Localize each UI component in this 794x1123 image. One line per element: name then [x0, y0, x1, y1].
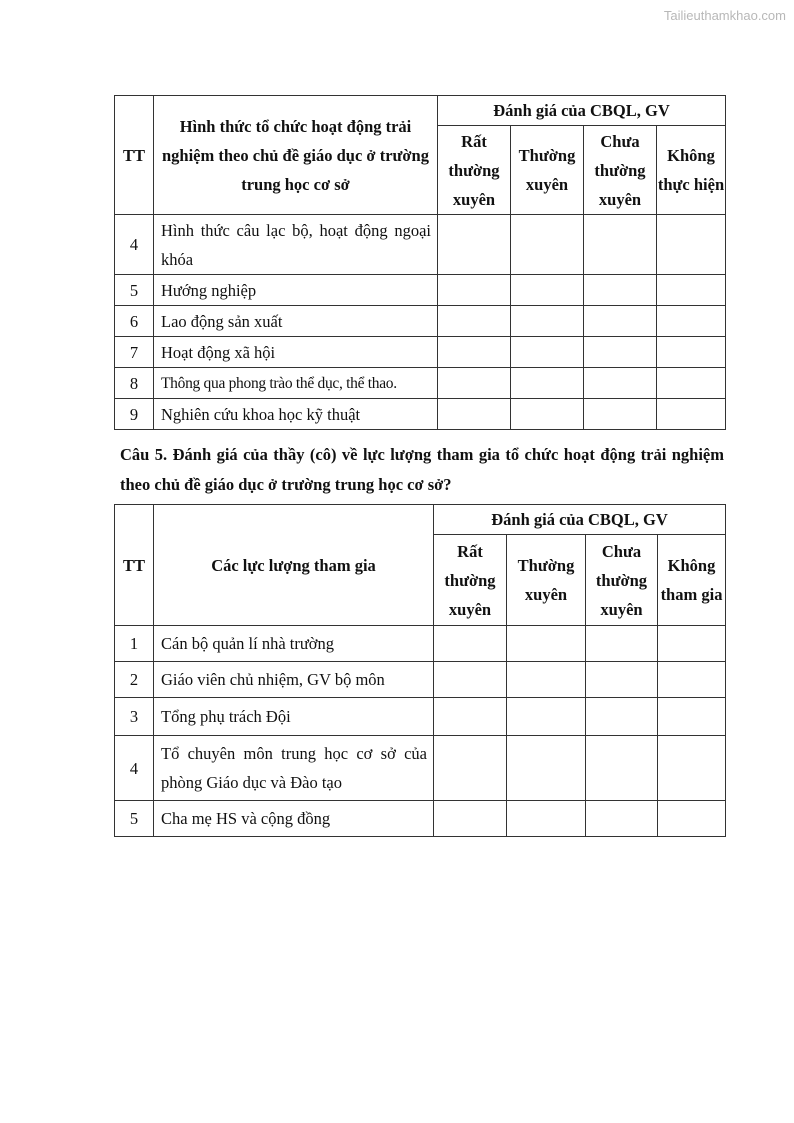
header-tt: TT — [115, 505, 154, 626]
row-label: Hướng nghiệp — [154, 275, 438, 306]
table-row — [115, 337, 726, 368]
rating-cell[interactable] — [584, 337, 657, 368]
header-evaluation-group: Đánh giá của CBQL, GV — [438, 96, 726, 126]
rating-cell[interactable] — [584, 368, 657, 399]
rating-cell[interactable] — [658, 626, 726, 662]
row-label: Nghiên cứu khoa học kỹ thuật — [154, 399, 438, 430]
rating-cell[interactable] — [584, 306, 657, 337]
rating-cell[interactable] — [438, 275, 511, 306]
rating-cell[interactable] — [511, 399, 584, 430]
rating-cell[interactable] — [507, 801, 586, 837]
row-label: Cha mẹ HS và cộng đồng — [154, 801, 434, 837]
row-label: Tổ chuyên môn trung học cơ sở của phòng Giáo dục và Đào tạo — [154, 736, 434, 801]
header-level-not-frequent: Chưa thường xuyên — [586, 535, 658, 626]
rating-cell[interactable] — [586, 662, 658, 698]
row-number: 2 — [115, 662, 154, 698]
row-number: 1 — [115, 626, 154, 662]
row-number: 5 — [115, 801, 154, 837]
table-row — [115, 306, 726, 337]
rating-cell[interactable] — [434, 698, 507, 736]
rating-cell[interactable] — [584, 215, 657, 275]
rating-cell[interactable] — [434, 662, 507, 698]
table-row — [115, 275, 726, 306]
row-label: Cán bộ quản lí nhà trường — [154, 626, 434, 662]
rating-cell[interactable] — [511, 368, 584, 399]
header-form: Hình thức tổ chức hoạt động trải nghiệm theo chủ đề giáo dục ở trường trung học cơ sở — [154, 96, 438, 215]
row-label: Giáo viên chủ nhiệm, GV bộ môn — [154, 662, 434, 698]
table-activity-forms — [114, 95, 726, 430]
row-number: 7 — [115, 337, 154, 368]
rating-cell[interactable] — [586, 626, 658, 662]
header-level-not-participating: Không tham gia — [658, 535, 726, 626]
row-number: 8 — [115, 368, 154, 399]
rating-cell[interactable] — [438, 306, 511, 337]
rating-cell[interactable] — [586, 736, 658, 801]
header-forces: Các lực lượng tham gia — [154, 505, 434, 626]
table-row — [115, 368, 726, 399]
rating-cell[interactable] — [658, 662, 726, 698]
row-number: 3 — [115, 698, 154, 736]
rating-cell[interactable] — [658, 698, 726, 736]
rating-cell[interactable] — [586, 801, 658, 837]
header-level-very-frequent: Rất thường xuyên — [434, 535, 507, 626]
table-row — [115, 626, 726, 662]
row-number: 4 — [115, 736, 154, 801]
row-number: 5 — [115, 275, 154, 306]
header-evaluation-group: Đánh giá của CBQL, GV — [434, 505, 726, 535]
rating-cell[interactable] — [511, 306, 584, 337]
row-label: Thông qua phong trào thể dục, thể thao. — [154, 368, 438, 399]
rating-cell[interactable] — [507, 698, 586, 736]
rating-cell[interactable] — [584, 275, 657, 306]
rating-cell[interactable] — [434, 801, 507, 837]
table-row — [115, 662, 726, 698]
rating-cell[interactable] — [657, 215, 726, 275]
row-label: Hoạt động xã hội — [154, 337, 438, 368]
row-label: Lao động sản xuất — [154, 306, 438, 337]
table-row — [115, 399, 726, 430]
header-level-frequent: Thường xuyên — [511, 126, 584, 215]
rating-cell[interactable] — [511, 337, 584, 368]
watermark: Tailieuthamkhao.com — [663, 8, 786, 23]
rating-cell[interactable] — [507, 626, 586, 662]
table-participating-forces — [114, 504, 726, 837]
header-level-not-frequent: Chưa thường xuyên — [584, 126, 657, 215]
row-label: Tổng phụ trách Đội — [154, 698, 434, 736]
rating-cell[interactable] — [434, 626, 507, 662]
row-number: 9 — [115, 399, 154, 430]
row-number: 4 — [115, 215, 154, 275]
rating-cell[interactable] — [586, 698, 658, 736]
rating-cell[interactable] — [511, 275, 584, 306]
rating-cell[interactable] — [438, 215, 511, 275]
table-row — [115, 801, 726, 837]
header-tt: TT — [115, 96, 154, 215]
row-label: Hình thức câu lạc bộ, hoạt động ngoại khóa — [154, 215, 438, 275]
rating-cell[interactable] — [658, 801, 726, 837]
header-level-very-frequent: Rất thường xuyên — [438, 126, 511, 215]
rating-cell[interactable] — [438, 399, 511, 430]
rating-cell[interactable] — [438, 337, 511, 368]
rating-cell[interactable] — [507, 736, 586, 801]
rating-cell[interactable] — [657, 337, 726, 368]
rating-cell[interactable] — [657, 275, 726, 306]
rating-cell[interactable] — [511, 215, 584, 275]
rating-cell[interactable] — [657, 399, 726, 430]
table-row — [115, 698, 726, 736]
rating-cell[interactable] — [657, 306, 726, 337]
question-5: Câu 5. Đánh giá của thầy (cô) về lực lượng tham gia tổ chức hoạt động trải nghiệm theo chủ đề giáo dục ở trường trung học cơ sở? — [120, 445, 724, 494]
rating-cell[interactable] — [584, 399, 657, 430]
header-level-frequent: Thường xuyên — [507, 535, 586, 626]
row-number: 6 — [115, 306, 154, 337]
rating-cell[interactable] — [658, 736, 726, 801]
rating-cell[interactable] — [438, 368, 511, 399]
header-level-not-done: Không thực hiện — [657, 126, 726, 215]
table-row — [115, 736, 726, 801]
rating-cell[interactable] — [434, 736, 507, 801]
rating-cell[interactable] — [657, 368, 726, 399]
rating-cell[interactable] — [507, 662, 586, 698]
table-row — [115, 215, 726, 275]
